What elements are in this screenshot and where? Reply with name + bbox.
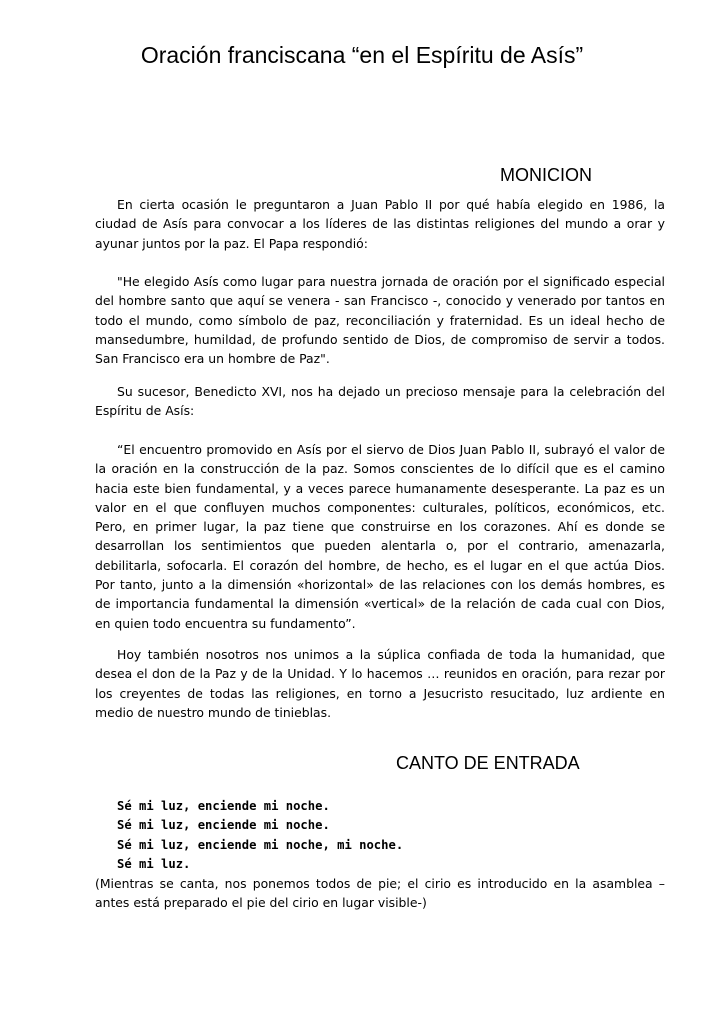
song-line: Sé mi luz, enciende mi noche, mi noche. [117, 837, 404, 852]
canto-heading: CANTO DE ENTRADA [396, 753, 580, 773]
song-line: Sé mi luz, enciende mi noche. [117, 818, 330, 833]
monicion-paragraph-1: En cierta ocasión le preguntaron a Juan Pablo II por qué había elegido en 1986, la ciudad de Asís para convocar a los líderes de las distintas religiones del mundo a orar y ayunar juntos por la paz. El Papa respondió: [95, 197, 665, 251]
monicion-paragraph-5: Hoy también nosotros nos unimos a la súplica confiada de toda la humanidad, que desea el don de la Paz y de la Unidad. Y lo hacemos … reunidos en oración, para rezar por los creyentes de todas las religiones, en torno a Jesucristo resucitado, luz ardiente en medio de nuestro mundo de tinieblas. [95, 647, 665, 720]
rubric-note: (Mientras se canta, nos ponemos todos de pie; el cirio es introducido en la asamblea –antes está preparado el pie del cirio en lugar visible-) [95, 876, 665, 911]
song-lyrics [117, 797, 403, 874]
monicion-paragraph-4: “El encuentro promovido en Asís por el siervo de Dios Juan Pablo II, subrayó el valor de la oración en la construcción de la paz. Somos conscientes de lo difícil que es el camino hacia este bien fundamental, y a veces parece humanamente desesperante. La paz es un valor en el que confluyen muchos componentes: culturales, políticos, económicos, etc. Pero, en primer lugar, la paz tiene que construirse en los corazones. Ahí es donde se desarrollan los sentimientos que pueden alentarla o, por el contrario, amenazarla, debilitarla, sofocarla. El corazón del hombre, de hecho, es el lugar en el que actúa Dios. Por tanto, junto a la dimensión «horizontal» de las relaciones con los demás hombres, es de importancia fundamental la dimensión «vertical» de la relación de cada cual con Dios, en quien todo encuentra su fundamento”. [95, 442, 665, 631]
monicion-paragraph-3: Su sucesor, Benedicto XVI, nos ha dejado un precioso mensaje para la celebración del Espíritu de Asís: [95, 384, 665, 419]
document-title: Oración franciscana “en el Espíritu de Asís” [140, 42, 584, 68]
monicion-heading: MONICION [500, 165, 592, 185]
song-line: Sé mi luz. [117, 856, 191, 871]
monicion-paragraph-2: "He elegido Asís como lugar para nuestra jornada de oración por el significado especial del hombre santo que aquí se venera - san Francisco -, conocido y venerado por tantos en todo el mundo, como símbolo de paz, reconciliación y fraternidad. Es un ideal hecho de mansedumbre, humildad, de profundo sentido de Dios, de compromiso de servir a todos. San Francisco era un hombre de Paz". [95, 274, 665, 367]
song-line: Sé mi luz, enciende mi noche. [117, 799, 330, 813]
